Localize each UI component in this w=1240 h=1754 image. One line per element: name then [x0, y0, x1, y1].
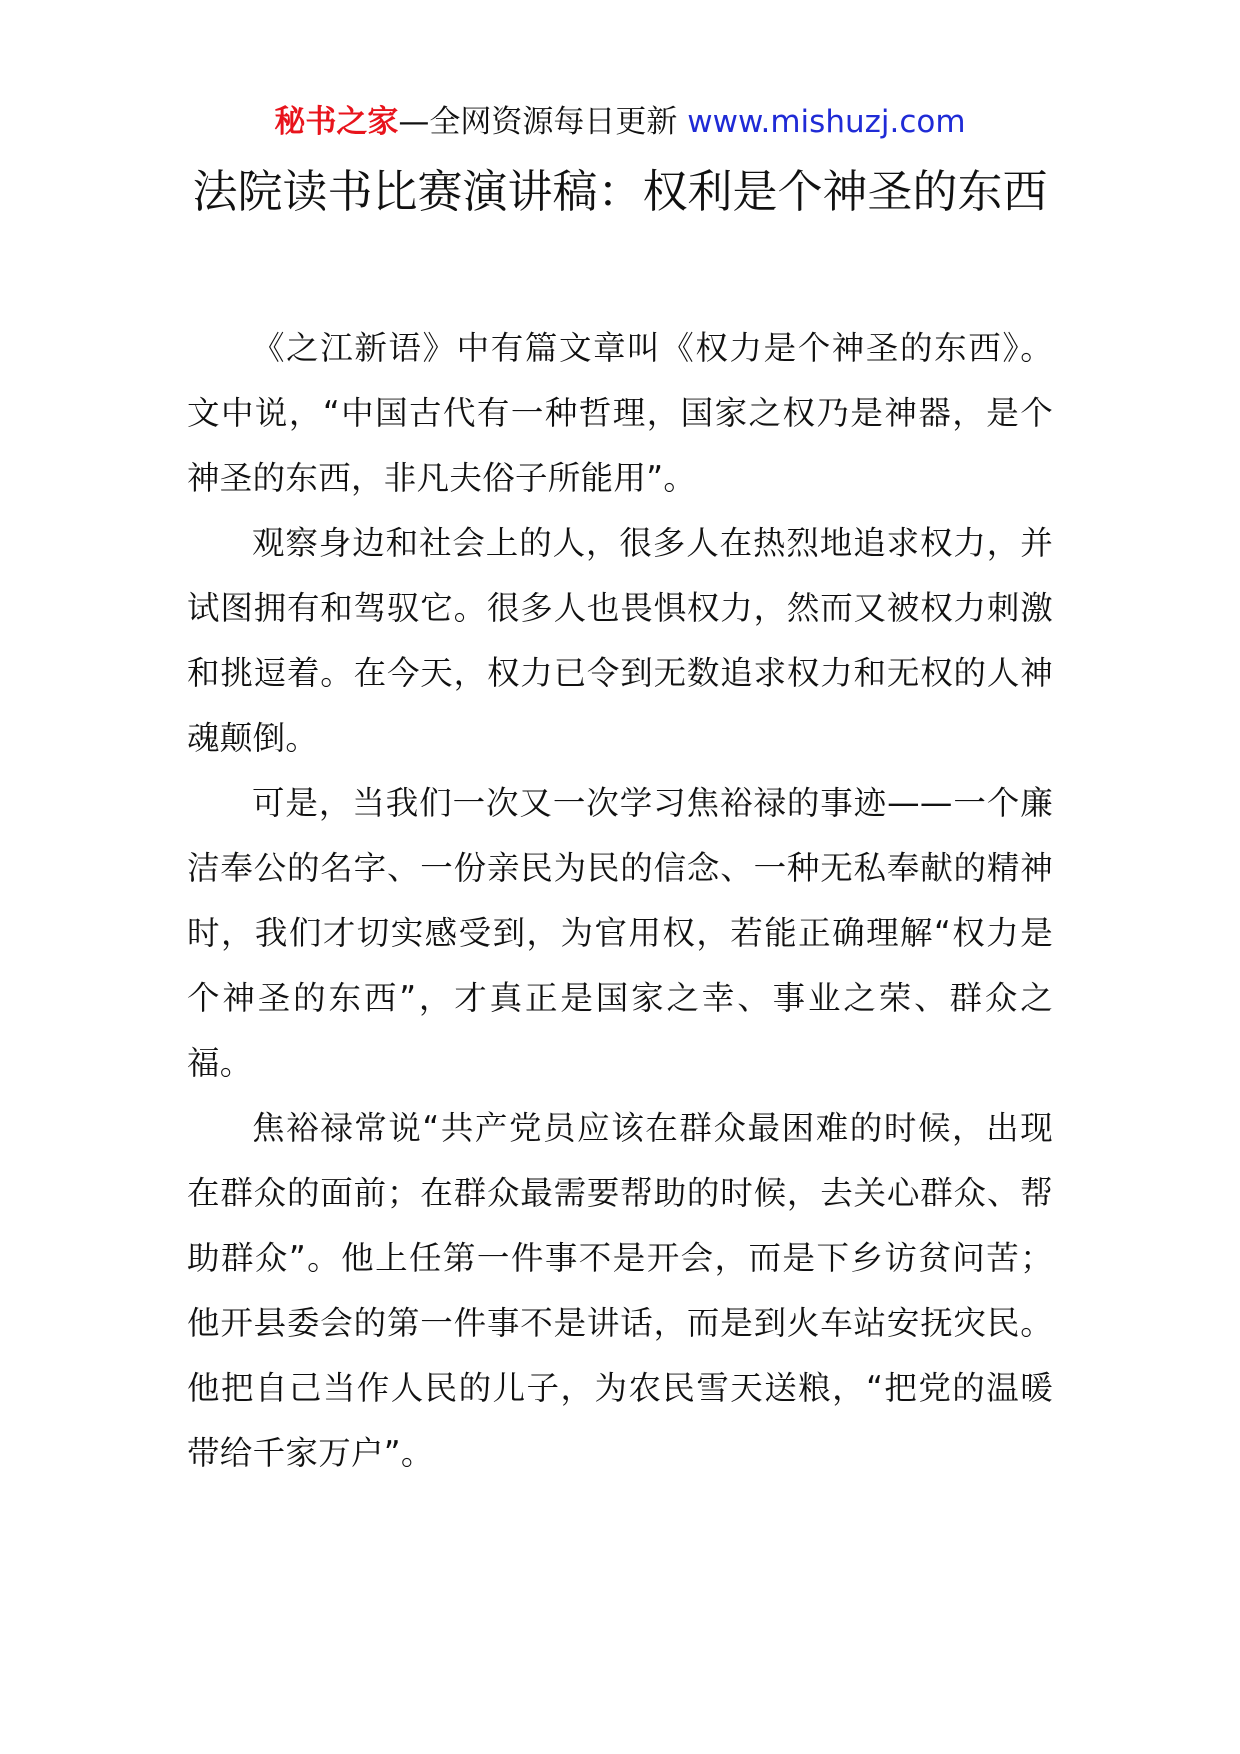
document-body	[187, 316, 1053, 1486]
paragraph: 《之江新语》中有篇文章叫《权力是个神圣的东西》。文中说，“中国古代有一种哲理，国家之权乃是神器，是个神圣的东西，非凡夫俗子所能用”。	[187, 329, 1053, 497]
paragraph: 观察身边和社会上的人，很多人在热烈地追求权力，并试图拥有和驾驭它。很多人也畏惧权力，然而又被权力刺激和挑逗着。在今天，权力已令到无数追求权力和无权的人神魂颠倒。	[187, 524, 1053, 757]
document-title: 法院读书比赛演讲稿：权利是个神圣的东西	[192, 165, 1048, 218]
paragraph: 可是，当我们一次又一次学习焦裕禄的事迹——一个廉洁奉公的名字、一份亲民为民的信念、一种无私奉献的精神时，我们才切实感受到，为官用权，若能正确理解“权力是个神圣的东西”，才真正是国家之幸、事业之荣、群众之福。	[187, 784, 1053, 1082]
paragraph: 焦裕禄常说“共产党员应该在群众最困难的时候，出现在群众的面前；在群众最需要帮助的时候，去关心群众、帮助群众”。他上任第一件事不是开会，而是下乡访贫问苦；他开县委会的第一件事不是讲话，而是到火车站安抚灾民。他把自己当作人民的儿子，为农民雪天送粮，“把党的温暖带给千家万户”。	[187, 1109, 1053, 1472]
brand-name: 秘书之家	[274, 104, 399, 140]
site-header	[0, 100, 1240, 144]
site-url-link[interactable]: www.mishuzj.com	[687, 104, 966, 140]
site-tagline: —全网资源每日更新	[398, 104, 678, 140]
